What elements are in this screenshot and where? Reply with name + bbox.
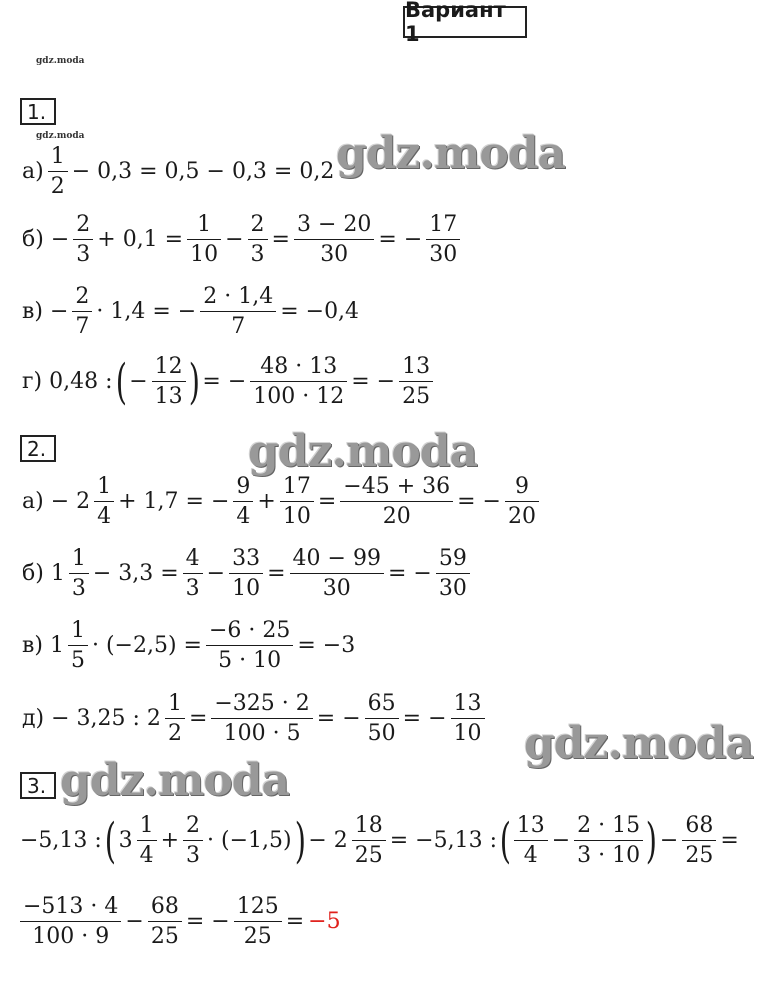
- task2-line-c: в) 1 $\frac{1}{5}$ · (−2,5) = $\frac{-6 \cdot 25}{5 \cdot 10}$ = −3: [22, 618, 356, 673]
- watermark: gdz.moda: [524, 718, 754, 769]
- task1-line-d: г) 0,48 : ( − $\frac{12}{13}$ ) = − $\frac{48 \cdot 13}{100 \cdot 12}$ = − $\frac{13}{25}$: [20, 356, 435, 408]
- fraction: $\frac{13}{25}$: [399, 356, 433, 408]
- fraction: $\frac{18}{25}$: [352, 815, 386, 867]
- fraction: $\frac{-325 \cdot 2}{100 \cdot 5}$: [211, 693, 312, 745]
- small-watermark: gdz.moda: [36, 56, 85, 66]
- task-number-1: 1.: [20, 98, 56, 125]
- fraction: $\frac{68}{25}$: [148, 896, 182, 948]
- fraction: $\frac{2}{3}$: [73, 214, 93, 266]
- fraction: $\frac{12}{13}$: [152, 356, 186, 408]
- fraction: $\frac{65}{50}$: [365, 693, 399, 745]
- task-number-2: 2.: [20, 435, 56, 462]
- fraction: $\frac{59}{30}$: [436, 548, 470, 600]
- fraction: $\frac{3 - 20}{30}$: [294, 214, 374, 266]
- fraction: $\frac{-513 \cdot 4}{100 \cdot 9}$: [20, 896, 121, 948]
- fraction: $\frac{1}{4}$: [137, 815, 157, 867]
- fraction: $\frac{2}{7}$: [72, 286, 92, 338]
- watermark: gdz.moda: [336, 128, 566, 179]
- fraction: $\frac{40 - 99}{30}$: [290, 548, 384, 600]
- fraction: $\frac{2}{3}$: [183, 815, 203, 867]
- fraction: $\frac{68}{25}$: [682, 815, 716, 867]
- fraction: $\frac{13}{4}$: [514, 815, 548, 867]
- task2-line-b: б) 1 $\frac{1}{3}$ − 3,3 = $\frac{4}{3}$ − $\frac{33}{10}$ = $\frac{40 - 99}{30}$ = − $\frac{59}{30}$: [20, 548, 472, 600]
- fraction: $\frac{1}{10}$: [187, 214, 221, 266]
- fraction: $\frac{33}{10}$: [229, 548, 263, 600]
- fraction: $\frac{17}{10}$: [280, 476, 314, 528]
- watermark: gdz.moda: [60, 755, 290, 806]
- fraction: $\frac{-45 + 36}{20}$: [340, 476, 453, 528]
- fraction: $\frac{2 \cdot 1,4}{7}$: [200, 286, 276, 338]
- task3-line-2: $\frac{-513 \cdot 4}{100 \cdot 9}$ − $\frac{68}{25}$ = − $\frac{125}{25}$ = −5: [18, 896, 343, 948]
- small-watermark: gdz.moda: [36, 131, 85, 141]
- fraction: $\frac{125}{25}$: [234, 896, 282, 948]
- fraction: $\frac{48 \cdot 13}{100 \cdot 12}$: [250, 356, 347, 408]
- variant-title: Вариант 1: [403, 6, 527, 38]
- fraction: $\frac{1}{3}$: [69, 548, 89, 600]
- task1-line-c: в) − $\frac{2}{7}$ · 1,4 = − $\frac{2 \cdot 1,4}{7}$ = −0,4: [22, 284, 360, 339]
- fraction: $\frac{-6 \cdot 25}{5 \cdot 10}$: [206, 620, 293, 672]
- fraction: $\frac{2}{3}$: [248, 214, 268, 266]
- fraction: $\frac{1}{4}$: [94, 476, 114, 528]
- task2-line-a: а) − 2 $\frac{1}{4}$ + 1,7 = − $\frac{9}{4}$ + $\frac{17}{10}$ = $\frac{-45 + 36}{20}$ = − $\frac{9}{20}$: [20, 476, 541, 528]
- fraction: $\frac{17}{30}$: [426, 214, 460, 266]
- fraction: $\frac{2 \cdot 15}{3 \cdot 10}$: [574, 815, 643, 867]
- fraction: $\frac{4}{3}$: [183, 548, 203, 600]
- task-number-3: 3.: [20, 772, 56, 799]
- fraction: $\frac{1}{2}$: [48, 146, 68, 198]
- task1-line-b: б) − $\frac{2}{3}$ + 0,1 = $\frac{1}{10}$ − $\frac{2}{3}$ = $\frac{3 - 20}{30}$ = − $\frac{17}{30}$: [20, 214, 462, 266]
- fraction: $\frac{1}{5}$: [68, 620, 88, 672]
- task2-line-d: д) − 3,25 : 2 $\frac{1}{2}$ = $\frac{-325 \cdot 2}{100 \cdot 5}$ = − $\frac{65}{50}$ = − $\frac{13}{10}$: [20, 693, 487, 745]
- fraction: $\frac{1}{2}$: [165, 693, 185, 745]
- watermark: gdz.moda: [248, 426, 478, 477]
- task1-line-a: а) $\frac{1}{2}$ − 0,3 = 0,5 − 0,3 = 0,2: [22, 144, 335, 199]
- fraction: $\frac{9}{4}$: [233, 476, 253, 528]
- fraction: $\frac{13}{10}$: [451, 693, 485, 745]
- final-answer: −5: [308, 909, 341, 934]
- task3-line-1: −5,13 : ( 3 $\frac{1}{4}$ + $\frac{2}{3}$ · (−1,5) ) − 2 $\frac{18}{25}$ = −5,13 : ( $\frac{13}{4}$ − $\frac{2 \cdot 15}{3 \cdot 10}$ ) − $\frac{68}{25}$ =: [20, 813, 739, 869]
- fraction: $\frac{9}{20}$: [505, 476, 539, 528]
